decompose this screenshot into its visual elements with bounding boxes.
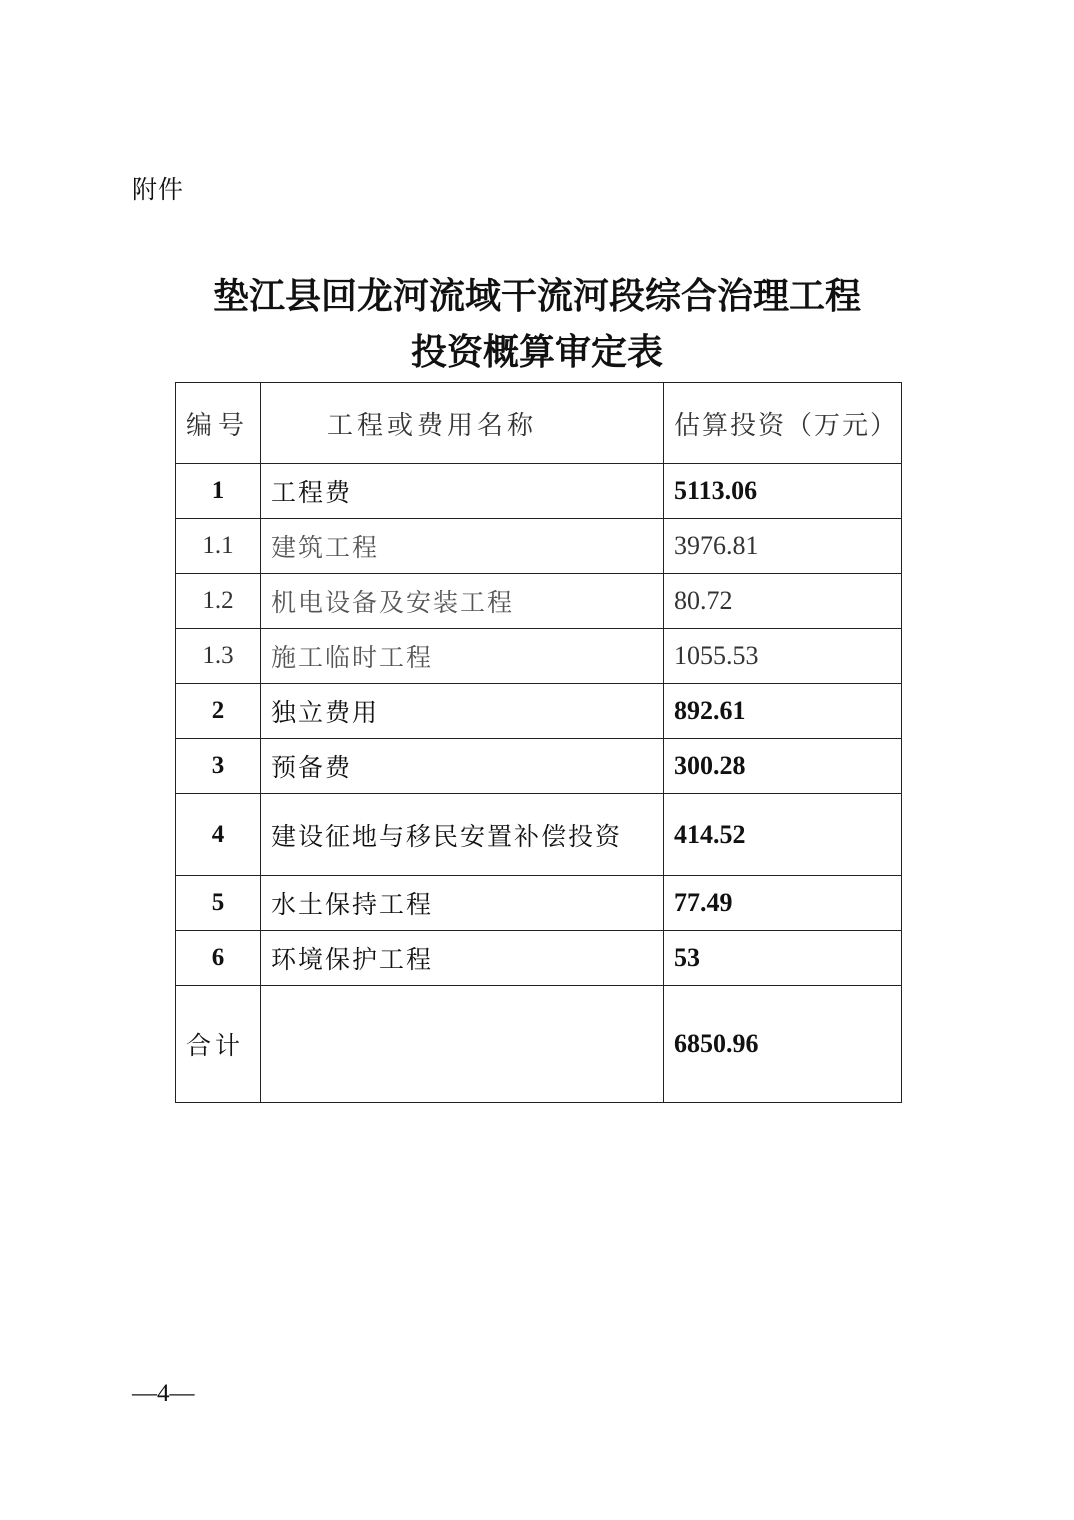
total-name xyxy=(261,986,664,1103)
row-value: 80.72 xyxy=(664,574,902,629)
table-row xyxy=(176,931,902,986)
table-row xyxy=(176,739,902,794)
row-number: 2 xyxy=(176,684,261,739)
row-number: 1.1 xyxy=(176,519,261,574)
row-value: 77.49 xyxy=(664,876,902,931)
row-number: 1 xyxy=(176,464,261,519)
row-name: 独立费用 xyxy=(261,684,664,739)
row-name: 建设征地与移民安置补偿投资 xyxy=(261,794,664,876)
table-row xyxy=(176,876,902,931)
total-row xyxy=(176,986,902,1103)
row-value: 414.52 xyxy=(664,794,902,876)
table-row xyxy=(176,464,902,519)
row-number: 1.3 xyxy=(176,629,261,684)
row-name: 施工临时工程 xyxy=(261,629,664,684)
budget-table xyxy=(175,382,902,1103)
row-name: 水土保持工程 xyxy=(261,876,664,931)
attachment-label: 附件 xyxy=(132,175,185,204)
column-header-name: 工程或费用名称 xyxy=(261,383,664,464)
row-number: 1.2 xyxy=(176,574,261,629)
row-value: 5113.06 xyxy=(664,464,902,519)
document-title: 垫江县回龙河流域干流河段综合治理工程 xyxy=(212,275,861,317)
row-value: 3976.81 xyxy=(664,519,902,574)
row-name: 工程费 xyxy=(261,464,664,519)
row-name: 建筑工程 xyxy=(261,519,664,574)
table-row xyxy=(176,794,902,876)
row-value: 53 xyxy=(664,931,902,986)
table-row xyxy=(176,684,902,739)
row-value: 300.28 xyxy=(664,739,902,794)
page-number: —4— xyxy=(132,1380,195,1407)
row-value: 1055.53 xyxy=(664,629,902,684)
column-header-number: 编号 xyxy=(176,383,261,464)
document-subtitle: 投资概算审定表 xyxy=(410,331,663,373)
row-number: 4 xyxy=(176,794,261,876)
table-row xyxy=(176,574,902,629)
table-row xyxy=(176,629,902,684)
table-header-row xyxy=(176,383,902,464)
row-number: 6 xyxy=(176,931,261,986)
table-row xyxy=(176,519,902,574)
row-name: 环境保护工程 xyxy=(261,931,664,986)
row-name: 预备费 xyxy=(261,739,664,794)
total-value: 6850.96 xyxy=(664,986,902,1103)
row-number: 3 xyxy=(176,739,261,794)
row-number: 5 xyxy=(176,876,261,931)
total-label: 合计 xyxy=(176,986,261,1103)
row-value: 892.61 xyxy=(664,684,902,739)
row-name: 机电设备及安装工程 xyxy=(261,574,664,629)
column-header-investment: 估算投资（万元） xyxy=(664,383,902,464)
